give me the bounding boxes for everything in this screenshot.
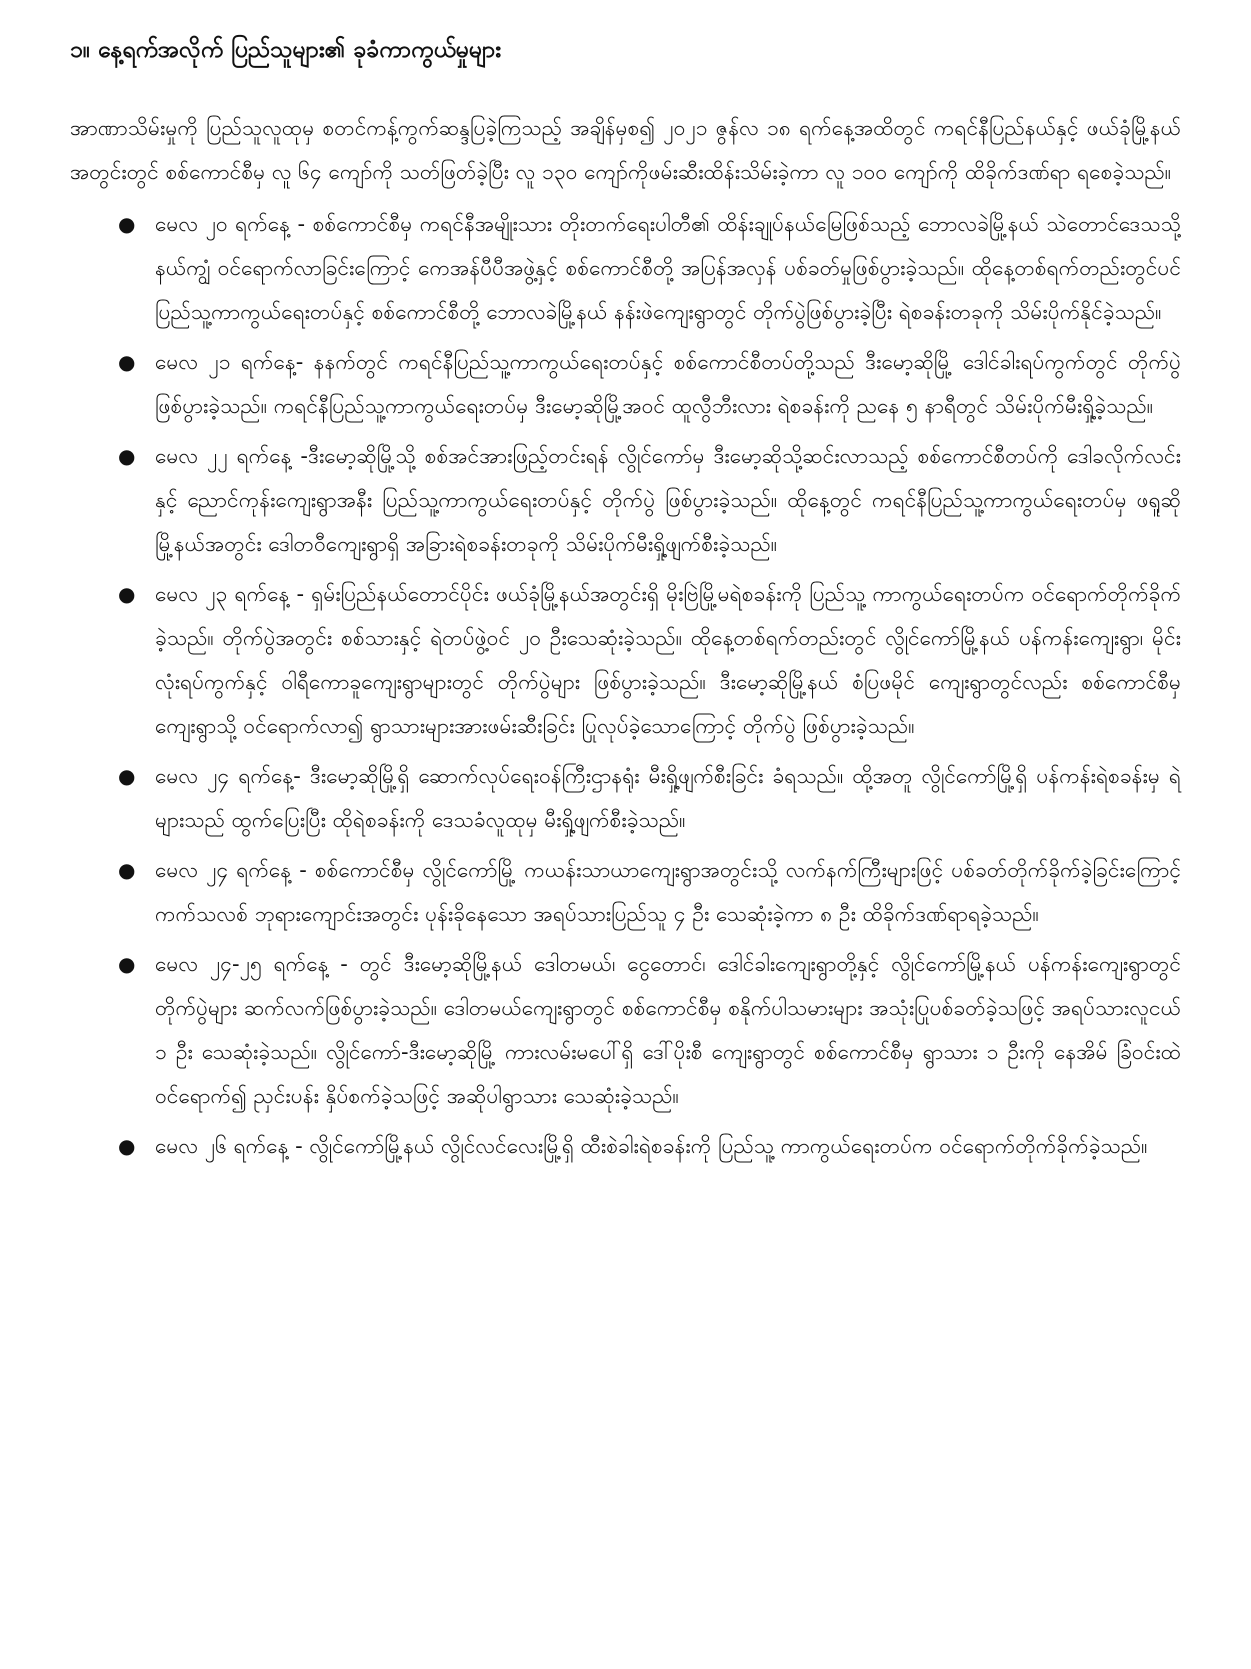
bullet-icon: ● [118,212,136,236]
event-list [70,202,1181,1168]
list-item-text: မေလ ၂၁ ရက်နေ့- နနက်တွင် ကရင်နီပြည်သူ့ကာကွယ်ရေးတပ်နှင့် စစ်ကောင်စီတပ်တို့သည် ဒီးမော့ဆိုမြို့ ဒေါင်ခါးရပ်ကွက်တွင် တိုက်ပွဲဖြစ်ပွားခဲ့သည်။ ကရင်နီပြည်သူ့ကာကွယ်ရေးတပ်မှ ဒီးမော့ဆိုမြို့အဝင် ထူလွီဘီးလား ရဲစခန်းကို ညနေ ၅ နာရီတွင် သိမ်းပိုက်မီးရှို့ခဲ့သည်။ [155,350,1181,418]
list-item-text: မေလ ၂၄ ရက်နေ့ - စစ်ကောင်စီမှ လွိုင်ကော်မြို့ ကယန်းသာယာကျေးရွာအတွင်းသို့ လက်နက်ကြီးများဖြင့် ပစ်ခတ်တိုက်ခိုက်ခဲ့ခြင်းကြောင့် ကက်သလစ် ဘုရားကျောင်းအတွင်း ပုန်းခိုနေသော အရပ်သားပြည်သူ ၄ ဦး သေဆုံးခဲ့ကာ ၈ ဦး ထိခိုက်ဒဏ်ရာရခဲ့သည်။ [155,858,1181,926]
list-item-text: မေလ ၂၄ ရက်နေ့- ဒီးမော့ဆိုမြို့ရှိ ဆောက်လုပ်ရေးဝန်ကြီးဌာနရုံး မီးရှို့ဖျက်စီးခြင်း ခံရသည်။ ထို့အတူ လွိုင်ကော်မြို့ရှိ ပန်ကန်းရဲစခန်းမှ ရဲများသည် ထွက်ပြေးပြီး ထိုရဲစခန်းကို ဒေသခံလူထုမှ မီးရှို့ဖျက်စီးခဲ့သည်။ [155,764,1181,832]
list-item-text: မေလ ၂၆ ရက်နေ့ - လွိုင်ကော်မြို့နယ် လွိုင်လင်လေးမြို့ရှိ ထီးစဲခါးရဲစခန်းကို ပြည်သူ့ ကာကွယ်ရေးတပ်က ဝင်ရောက်တိုက်ခိုက်ခဲ့သည်။ [155,1134,1148,1158]
list-item-text: မေလ ၂၂ ရက်နေ့ -ဒီးမော့ဆိုမြို့သို့ စစ်အင်အားဖြည့်တင်းရန် လွိုင်ကော်မှ ဒီးမော့ဆိုသို့ဆင်းလာသည့် စစ်ကောင်စီတပ်ကို ဒေါခလိုက်လင်းနှင့် ညောင်ကုန်းကျေးရွာအနီး ပြည်သူ့ကာကွယ်ရေးတပ်နှင့် တိုက်ပွဲ ဖြစ်ပွားခဲ့သည်။ ထိုနေ့တွင် ကရင်နီပြည်သူ့ကာကွယ်ရေးတပ်မှ ဖရူဆိုမြို့နယ်အတွင်း ဒေါတဝီကျေးရွာရှိ အခြားရဲစခန်းတခုကို သိမ်းပိုက်မီးရှို့ဖျက်စီးခဲ့သည်။ [155,444,1181,556]
list-item [70,202,1181,334]
bullet-icon: ● [118,858,136,882]
list-item [70,340,1181,428]
bullet-icon: ● [118,1134,136,1158]
list-item [70,942,1181,1118]
intro-paragraph: အာဏာသိမ်းမှုကို ပြည်သူလူထုမှ စတင်ကန့်ကွက်ဆန္ဒပြခဲ့ကြသည့် အချိန်မှစ၍ ၂၀၂၁ ဇွန်လ ၁၈ ရက်နေ့အထိတွင် ကရင်နီပြည်နယ်နှင့် ဖယ်ခုံမြို့နယ်အတွင်းတွင် စစ်ကောင်စီမှ လူ ၆၄ ကျော်ကို သတ်ဖြတ်ခဲ့ပြီး လူ ၁၃၀ ကျော်ကိုဖမ်းဆီးထိန်းသိမ်းခဲ့ကာ လူ ၁၀၀ ကျော်ကို ထိခိုက်ဒဏ်ရာ ရစေခဲ့သည်။ [70,116,1181,184]
bullet-icon: ● [118,350,136,374]
bullet-icon: ● [118,952,136,976]
section-title: ၁။ နေ့ရက်အလိုက် ပြည်သူများ၏ ခုခံကာကွယ်မှုများ [70,37,502,63]
bullet-icon: ● [118,444,136,468]
list-item [70,754,1181,842]
list-item [70,572,1181,748]
list-item [70,1124,1181,1168]
bullet-icon: ● [118,764,136,788]
list-item-text: မေလ ၂၄-၂၅ ရက်နေ့ - တွင် ဒီးမော့ဆိုမြို့နယ် ဒေါတမယ်၊ ငွေတောင်၊ ဒေါင်ခါးကျေးရွာတို့နှင့် လွိုင်ကော်မြို့နယ် ပန်ကန်းကျေးရွာတွင် တိုက်ပွဲများ ဆက်လက်ဖြစ်ပွားခဲ့သည်။ ဒေါတမယ်ကျေးရွာတွင် စစ်ကောင်စီမှ စနိုက်ပါသမားများ အသုံးပြုပစ်ခတ်ခဲ့သဖြင့် အရပ်သားလူငယ် ၁ ဦး သေဆုံးခဲ့သည်။ လွိုင်ကော်-ဒီးမော့ဆိုမြို့ ကားလမ်းမပေါ်ရှိ ဒေါ်ပိုးစီ ကျေးရွာတွင် စစ်ကောင်စီမှ ရွာသား ၁ ဦးကို နေအိမ် ခြံဝင်းထဲ ဝင်ရောက်၍ ညှင်းပန်း နှိပ်စက်ခဲ့သဖြင့် အဆိုပါရွာသား သေဆုံးခဲ့သည်။ [155,952,1181,1108]
list-item [70,434,1181,566]
list-item [70,848,1181,936]
bullet-icon: ● [118,582,136,606]
list-item-text: မေလ ၂၀ ရက်နေ့ - စစ်ကောင်စီမှ ကရင်နီအမျိုးသား တိုးတက်ရေးပါတီ၏ ထိန်းချုပ်နယ်မြေဖြစ်သည့် ဘောလခဲမြို့နယ် သဲတောင်ဒေသသို့ နယ်ကျွံ ဝင်ရောက်လာခြင်းကြောင့် ကေအန်ပီပီအဖွဲ့နှင့် စစ်ကောင်စီတို့ အပြန်အလှန် ပစ်ခတ်မှုဖြစ်ပွားခဲ့သည်။ ထိုနေ့တစ်ရက်တည်းတွင်ပင် ပြည်သူ့ကာကွယ်ရေးတပ်နှင့် စစ်ကောင်စီတို့ ဘောလခဲမြို့နယ် နန်းဖဲကျေးရွာတွင် တိုက်ပွဲဖြစ်ပွားခဲ့ပြီး ရဲစခန်းတခုကို သိမ်းပိုက်နိုင်ခဲ့သည်။ [155,212,1181,324]
list-item-text: မေလ ၂၃ ရက်နေ့ - ရှမ်းပြည်နယ်တောင်ပိုင်း ဖယ်ခုံမြို့နယ်အတွင်းရှိ မိုးဗြဲမြို့မရဲစခန်းကို ပြည်သူ့ ကာကွယ်ရေးတပ်က ဝင်ရောက်တိုက်ခိုက်ခဲ့သည်။ တိုက်ပွဲအတွင်း စစ်သားနှင့် ရဲတပ်ဖွဲ့ဝင် ၂၀ ဦးသေဆုံးခဲ့သည်။ ထိုနေ့တစ်ရက်တည်းတွင် လွိုင်ကော်မြို့နယ် ပန်ကန်းကျေးရွာ၊ မိုင်းလုံးရပ်ကွက်နှင့် ဝါရီကောခူကျေးရွာများတွင် တိုက်ပွဲများ ဖြစ်ပွားခဲ့သည်။ ဒီးမော့ဆိုမြို့နယ် စံပြဖမိုင် ကျေးရွာတွင်လည်း စစ်ကောင်စီမှ ကျေးရွာသို့ ဝင်ရောက်လာ၍ ရွာသားများအားဖမ်းဆီးခြင်း ပြုလုပ်ခဲ့သောကြောင့် တိုက်ပွဲ ဖြစ်ပွားခဲ့သည်။ [155,582,1181,738]
